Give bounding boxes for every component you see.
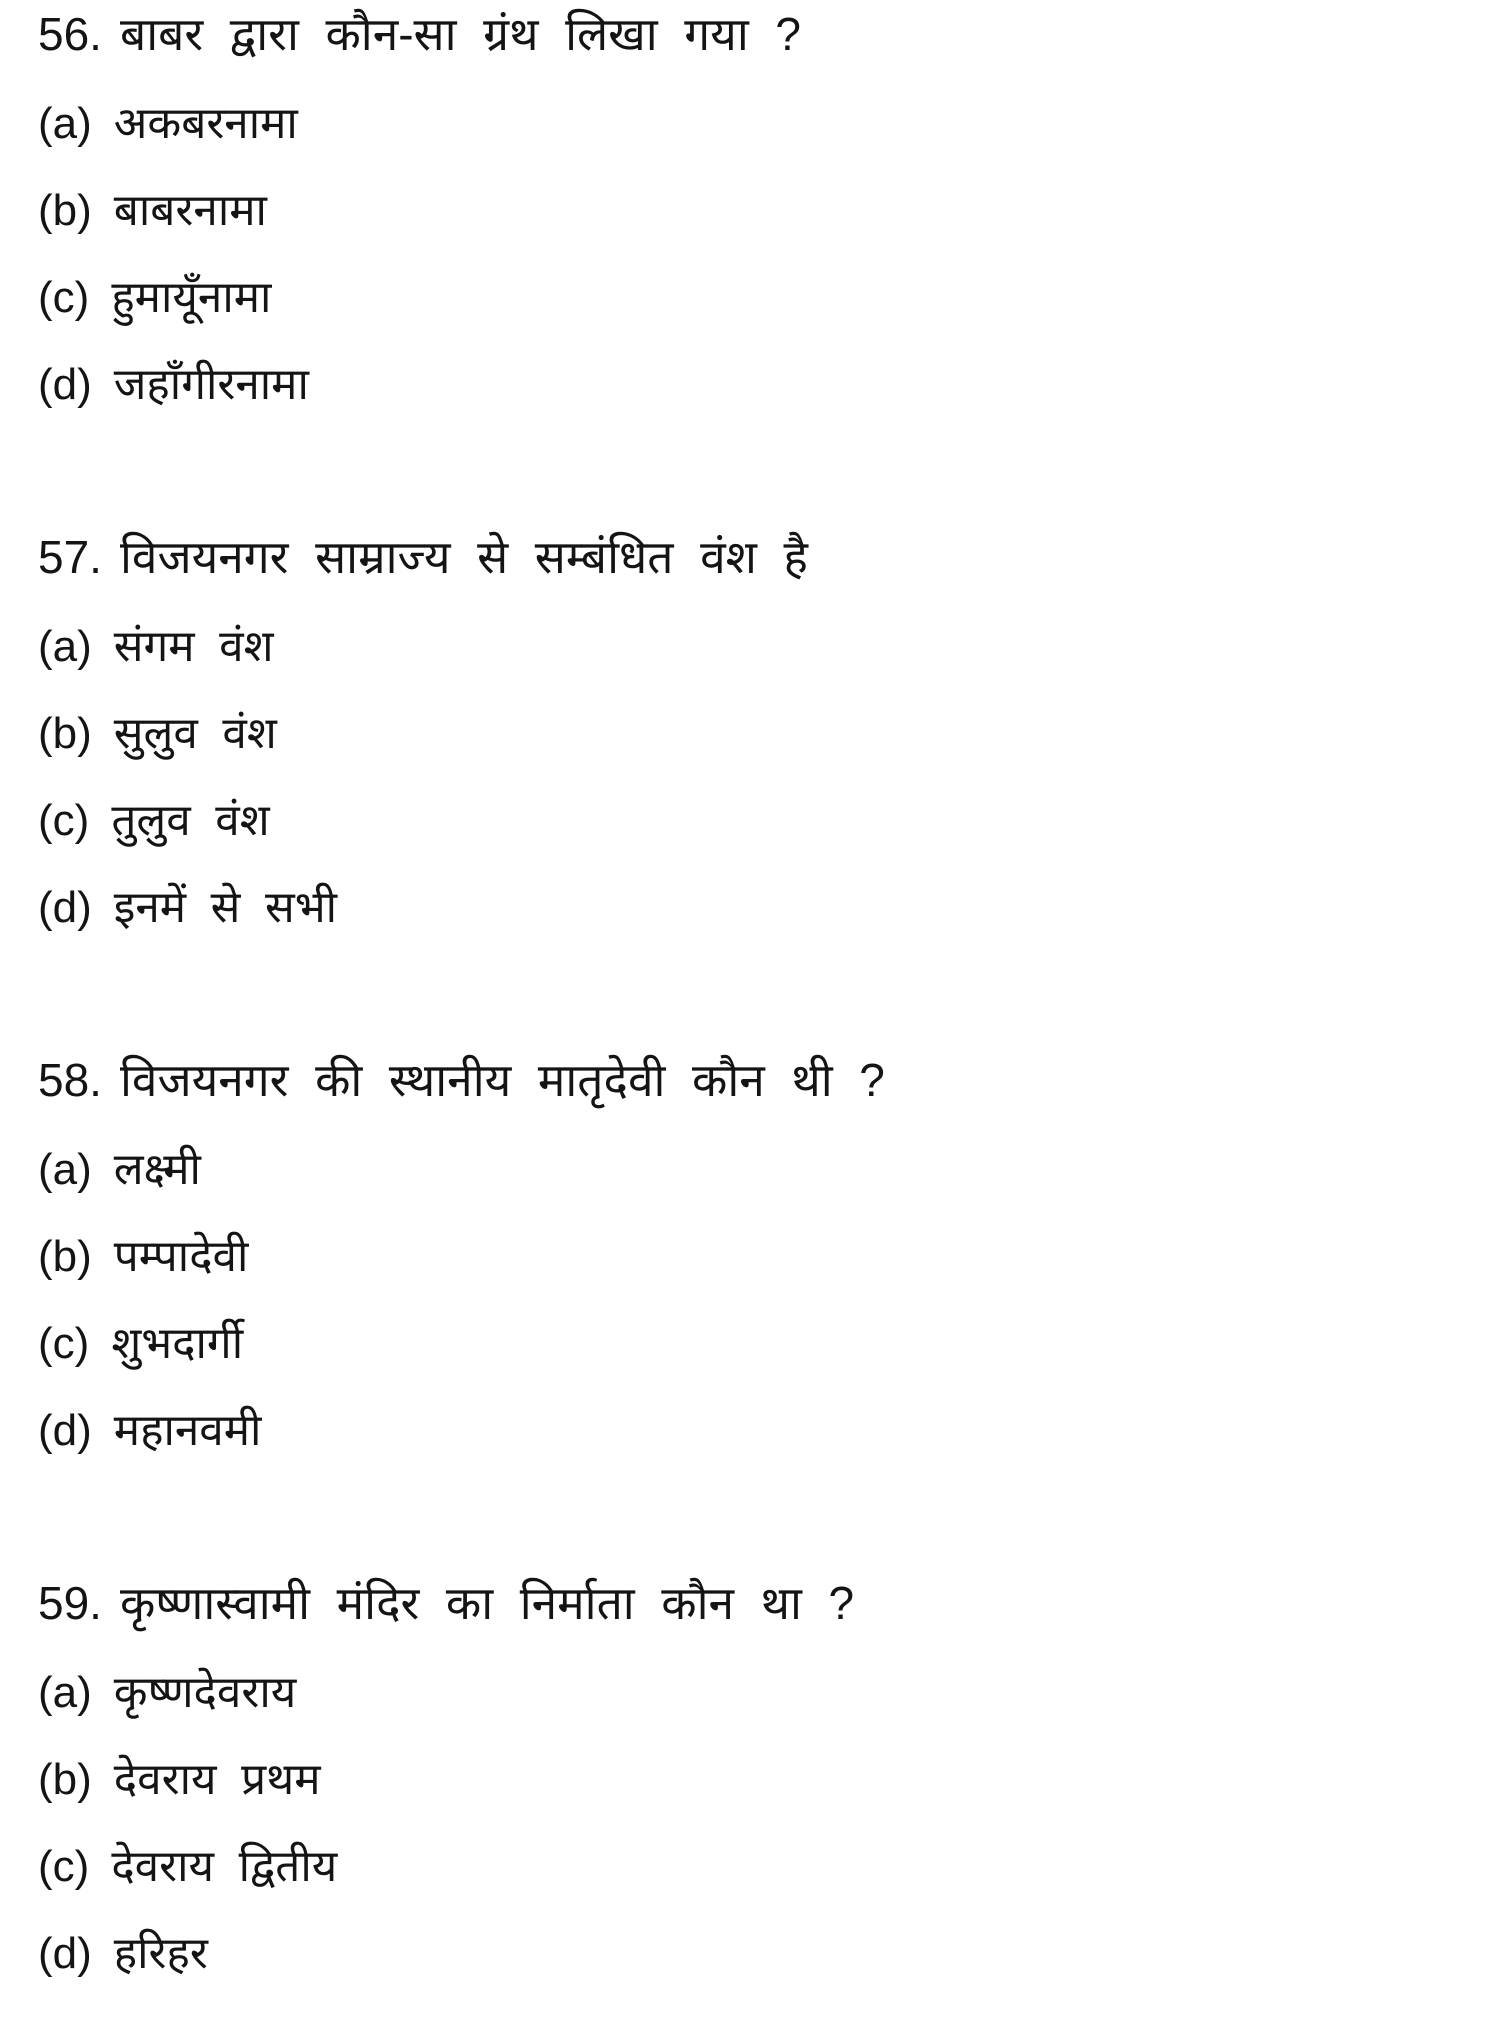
option-marker: (d): [38, 1406, 92, 1455]
question-57: [38, 529, 1475, 585]
option-text: इनमें से सभी: [113, 883, 338, 932]
option-text: देवराय द्वितीय: [111, 1842, 338, 1891]
option-text: देवराय प्रथम: [113, 1755, 321, 1804]
question-number: 59.: [38, 1577, 102, 1629]
option-marker: (d): [38, 883, 92, 932]
option-text: पम्पादेवी: [113, 1232, 249, 1281]
option-58-d: [38, 1403, 1475, 1459]
option-56-a: [38, 96, 1475, 152]
option-57-d: [38, 880, 1475, 936]
option-58-c: [38, 1316, 1475, 1372]
option-text: हरिहर: [113, 1929, 208, 1978]
question-text: विजयनगर साम्राज्य से सम्बंधित वंश है: [119, 531, 808, 583]
option-marker: (a): [38, 1668, 92, 1717]
question-56: [38, 6, 1475, 62]
option-text: कृष्णदेवराय: [113, 1668, 297, 1717]
option-59-b: [38, 1752, 1475, 1808]
option-57-a: [38, 619, 1475, 675]
option-58-b: [38, 1229, 1475, 1285]
option-text: अकबरनामा: [113, 99, 298, 148]
option-text: महानवमी: [113, 1406, 262, 1455]
option-marker: (d): [38, 1929, 92, 1978]
option-58-a: [38, 1142, 1475, 1198]
question-block-58: [38, 1052, 1475, 1459]
option-marker: (b): [38, 1755, 92, 1804]
question-block-59: [38, 1575, 1475, 1982]
option-marker: (d): [38, 360, 92, 409]
option-text: जहाँगीरनामा: [113, 360, 309, 409]
option-56-c: [38, 270, 1475, 326]
option-57-c: [38, 793, 1475, 849]
option-marker: (b): [38, 1232, 92, 1281]
option-marker: (b): [38, 709, 92, 758]
question-block-57: [38, 529, 1475, 936]
question-text: कृष्णास्वामी मंदिर का निर्माता कौन था ?: [119, 1577, 855, 1629]
option-59-c: [38, 1839, 1475, 1895]
question-text: बाबर द्वारा कौन-सा ग्रंथ लिखा गया ?: [119, 8, 801, 60]
question-59: [38, 1575, 1475, 1631]
option-marker: (c): [38, 1842, 90, 1891]
option-56-b: [38, 183, 1475, 239]
option-59-a: [38, 1665, 1475, 1721]
option-text: लक्ष्मी: [113, 1145, 201, 1194]
option-text: बाबरनामा: [113, 186, 267, 235]
option-text: तुलुव वंश: [111, 796, 270, 845]
option-text: हुमायूँनामा: [111, 273, 272, 322]
option-57-b: [38, 706, 1475, 762]
option-text: सुलुव वंश: [113, 709, 277, 758]
question-58: [38, 1052, 1475, 1108]
option-text: शुभदार्गी: [111, 1319, 244, 1368]
option-56-d: [38, 357, 1475, 413]
option-59-d: [38, 1926, 1475, 1982]
question-number: 58.: [38, 1054, 102, 1106]
option-marker: (c): [38, 273, 90, 322]
question-number: 56.: [38, 8, 102, 60]
option-marker: (a): [38, 1145, 92, 1194]
question-text: विजयनगर की स्थानीय मातृदेवी कौन थी ?: [119, 1054, 885, 1106]
question-block-56: [38, 6, 1475, 413]
option-marker: (c): [38, 796, 90, 845]
option-marker: (a): [38, 622, 92, 671]
option-marker: (b): [38, 186, 92, 235]
question-number: 57.: [38, 531, 102, 583]
option-marker: (c): [38, 1319, 90, 1368]
option-marker: (a): [38, 99, 92, 148]
option-text: संगम वंश: [113, 622, 274, 671]
